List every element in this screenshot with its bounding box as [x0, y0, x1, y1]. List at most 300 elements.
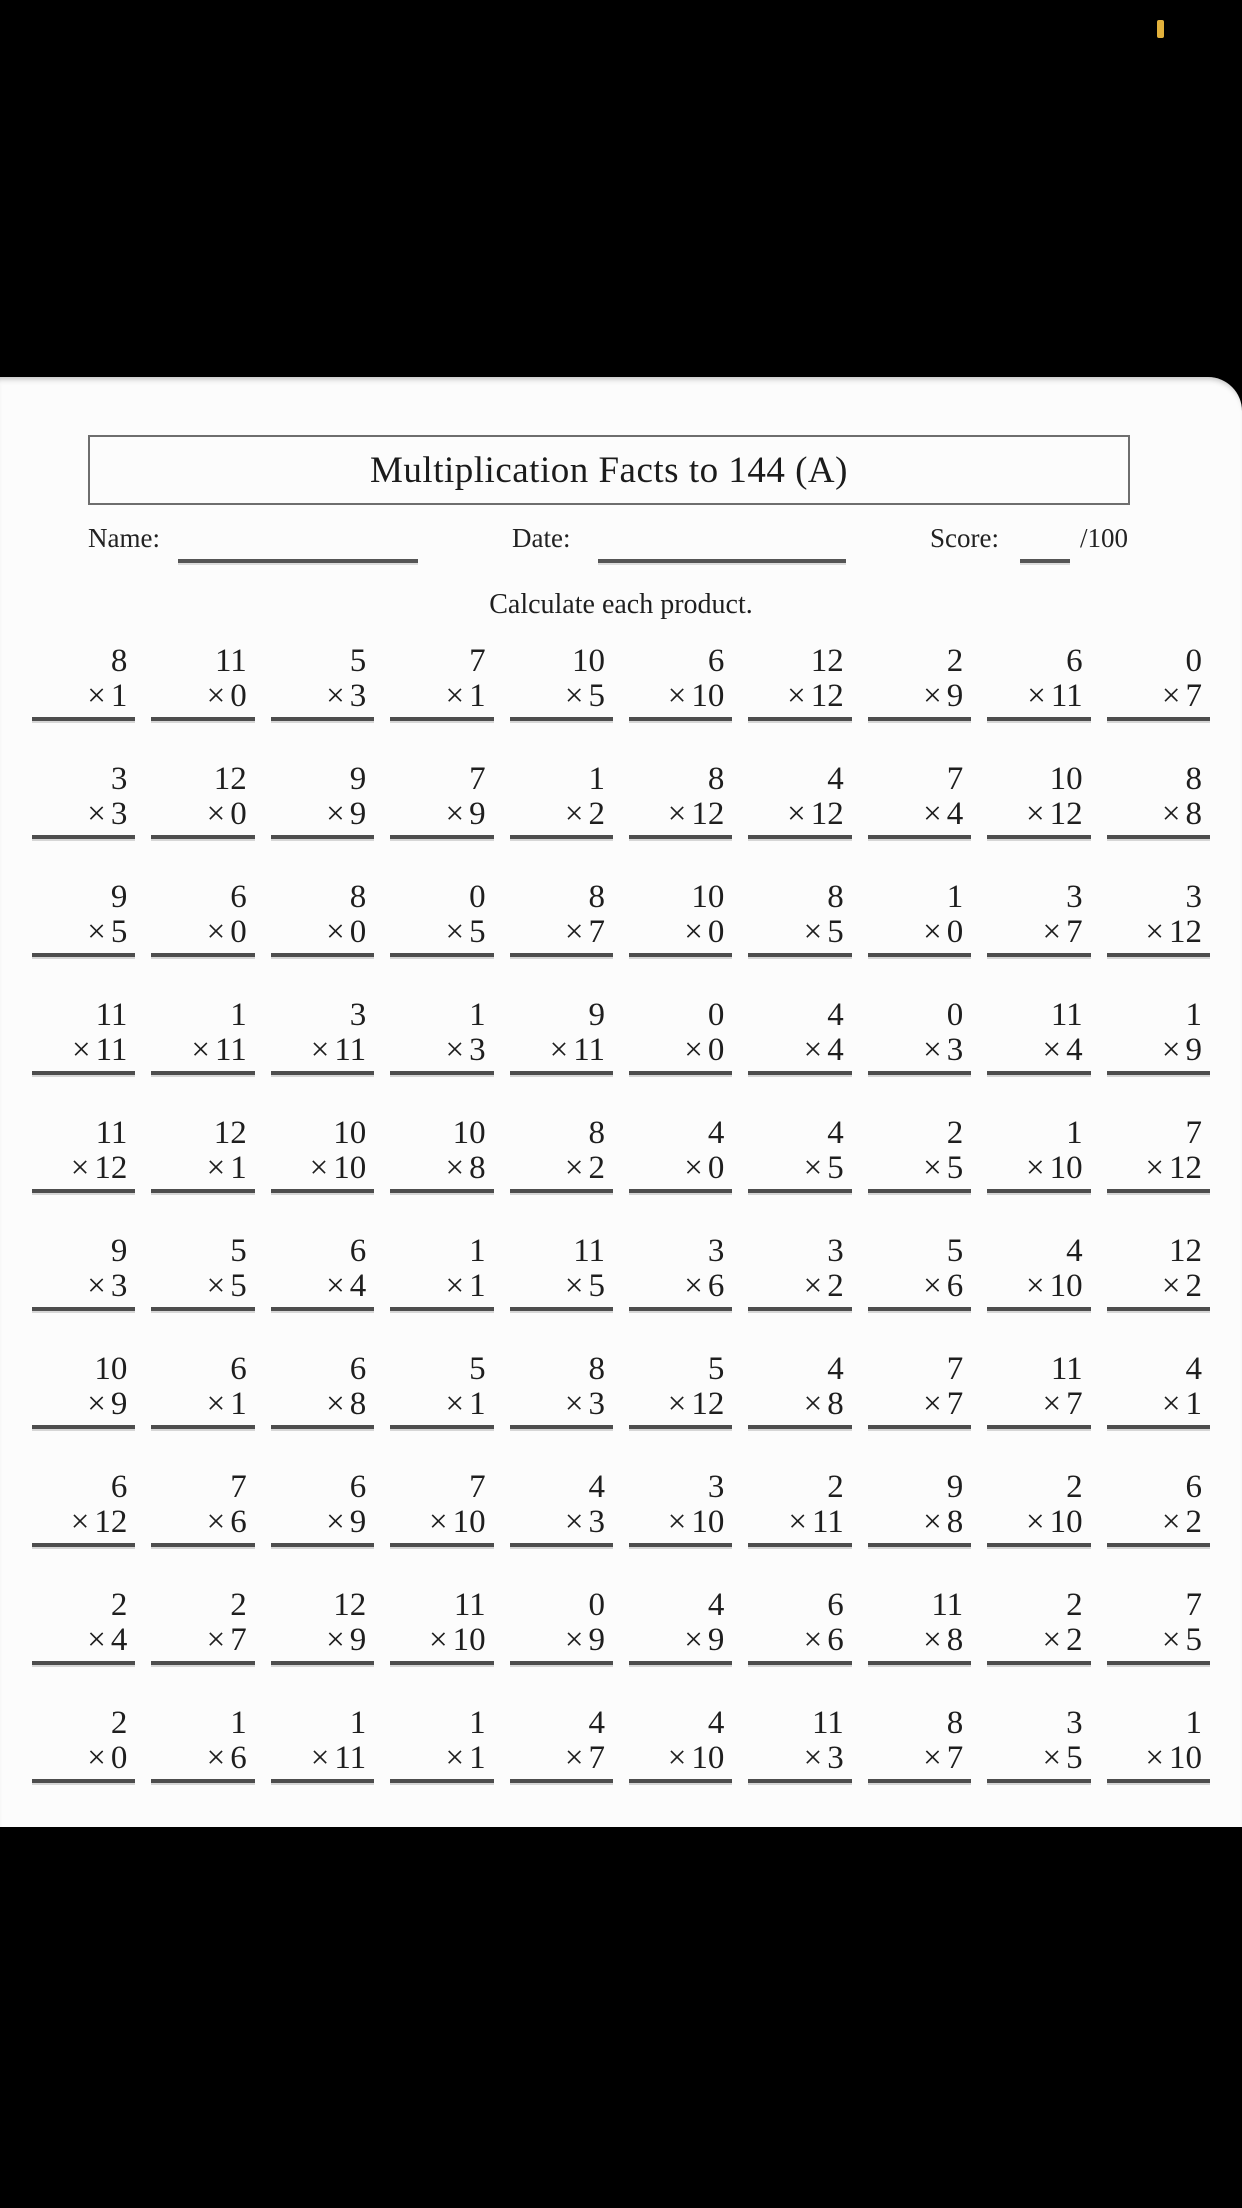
problem-cell — [987, 1235, 1090, 1311]
bottom-operand: 0 — [230, 914, 247, 950]
bottom-operand-row — [151, 1270, 254, 1303]
times-sign: × — [310, 1032, 330, 1068]
bottom-operand-row — [868, 1270, 971, 1303]
bottom-operand-row — [748, 1506, 851, 1539]
bottom-operand-row — [32, 798, 135, 831]
problem-cell — [987, 1589, 1090, 1665]
bottom-operand: 9 — [588, 1622, 605, 1658]
top-operand: 6 — [1066, 643, 1083, 679]
name-blank-line — [178, 559, 418, 563]
bottom-operand-row — [1107, 1152, 1210, 1185]
top-operand: 1 — [469, 997, 486, 1033]
problem-cell — [271, 763, 374, 839]
problem-cell — [1107, 645, 1210, 721]
top-operand: 4 — [588, 1705, 605, 1741]
top-operand: 6 — [827, 1587, 844, 1623]
bottom-operand: 8 — [946, 1504, 964, 1540]
bottom-operand: 11 — [573, 1032, 605, 1068]
problem-cell — [151, 1589, 254, 1665]
bottom-operand-row — [748, 798, 851, 831]
times-sign: × — [1042, 1386, 1062, 1422]
bottom-operand-row — [510, 916, 613, 949]
answer-line — [271, 1189, 374, 1193]
times-sign: × — [1145, 914, 1164, 950]
times-sign: × — [923, 1386, 942, 1422]
bottom-operand-row — [151, 1388, 254, 1421]
problem-cell — [271, 881, 374, 957]
answer-line — [1107, 1425, 1210, 1429]
answer-line — [151, 953, 254, 957]
bottom-operand-row — [629, 680, 732, 713]
bottom-operand-row — [748, 1270, 851, 1303]
top-operand: 6 — [707, 643, 725, 679]
times-sign: × — [428, 1622, 448, 1658]
bottom-operand-row — [987, 1624, 1090, 1657]
answer-line — [987, 953, 1090, 957]
problem-cell — [510, 1707, 613, 1783]
bottom-operand-row — [629, 1624, 732, 1657]
top-operand: 11 — [573, 1233, 605, 1269]
bottom-operand: 2 — [1066, 1622, 1083, 1658]
times-sign: × — [206, 1740, 226, 1776]
answer-line — [32, 953, 135, 957]
top-operand: 1 — [230, 997, 247, 1033]
problem-cell — [510, 1235, 613, 1311]
bottom-operand: 1 — [469, 678, 486, 714]
bottom-operand: 10 — [452, 1622, 486, 1658]
top-operand: 8 — [1185, 761, 1202, 797]
answer-line — [748, 953, 851, 957]
bottom-operand: 10 — [452, 1504, 486, 1540]
bottom-operand-row — [390, 1270, 493, 1303]
bottom-operand: 6 — [230, 1504, 247, 1540]
top-operand: 4 — [707, 1115, 725, 1151]
problem-cell — [1107, 763, 1210, 839]
bottom-operand: 8 — [1185, 796, 1202, 832]
times-sign: × — [564, 678, 584, 714]
answer-line — [987, 1071, 1090, 1075]
times-sign: × — [684, 1622, 703, 1658]
bottom-operand-row — [390, 680, 493, 713]
problem-cell — [151, 1471, 254, 1547]
answer-line — [390, 717, 493, 721]
times-sign: × — [667, 1740, 687, 1776]
times-sign: × — [206, 1386, 226, 1422]
times-sign: × — [803, 1032, 823, 1068]
bottom-operand: 10 — [1169, 1740, 1202, 1776]
bottom-operand: 11 — [215, 1032, 247, 1068]
problem-cell — [271, 1117, 374, 1193]
problem-cell — [32, 999, 135, 1075]
bottom-operand-row — [151, 1624, 254, 1657]
bottom-operand-row — [390, 1506, 493, 1539]
bottom-operand: 4 — [827, 1032, 844, 1068]
times-sign: × — [923, 1150, 942, 1186]
bottom-operand-row — [629, 1388, 732, 1421]
bottom-operand-row — [32, 1742, 135, 1775]
answer-line — [151, 1543, 254, 1547]
times-sign: × — [923, 1740, 942, 1776]
top-operand: 2 — [1066, 1587, 1083, 1623]
times-sign: × — [445, 1386, 465, 1422]
top-operand: 0 — [1185, 643, 1202, 679]
bottom-operand: 9 — [349, 796, 367, 832]
top-operand: 7 — [469, 1469, 486, 1505]
top-operand: 12 — [1169, 1233, 1202, 1269]
top-operand: 8 — [827, 879, 844, 915]
answer-line — [987, 1425, 1090, 1429]
problem-cell — [510, 881, 613, 957]
answer-line — [1107, 717, 1210, 721]
top-operand: 0 — [946, 997, 964, 1033]
top-operand: 8 — [110, 643, 128, 679]
times-sign: × — [667, 1386, 687, 1422]
answer-line — [390, 953, 493, 957]
bottom-operand: 3 — [946, 1032, 964, 1068]
problem-cell — [868, 999, 971, 1075]
bottom-operand: 12 — [810, 796, 844, 832]
bottom-operand-row — [271, 1506, 374, 1539]
bottom-operand-row — [987, 1034, 1090, 1067]
bottom-operand: 4 — [1066, 1032, 1083, 1068]
bottom-operand: 7 — [946, 1740, 964, 1776]
top-operand: 9 — [946, 1469, 964, 1505]
top-operand: 1 — [1066, 1115, 1083, 1151]
answer-line — [1107, 1779, 1210, 1783]
times-sign: × — [803, 1622, 823, 1658]
times-sign: × — [803, 1386, 823, 1422]
answer-line — [629, 953, 732, 957]
problem-cell — [151, 1235, 254, 1311]
bottom-operand: 3 — [588, 1504, 605, 1540]
problem-cell — [1107, 881, 1210, 957]
top-operand: 3 — [827, 1233, 844, 1269]
bottom-operand-row — [271, 1388, 374, 1421]
answer-line — [987, 1189, 1090, 1193]
top-operand: 4 — [827, 1351, 844, 1387]
top-operand: 3 — [1066, 879, 1083, 915]
problem-cell — [748, 999, 851, 1075]
problem-cell — [32, 1707, 135, 1783]
top-operand: 6 — [1185, 1469, 1202, 1505]
problem-cell — [32, 645, 135, 721]
bottom-operand-row — [1107, 680, 1210, 713]
times-sign: × — [87, 1268, 106, 1304]
bottom-operand-row — [868, 1388, 971, 1421]
bottom-operand: 1 — [230, 1386, 247, 1422]
bottom-operand-row — [32, 916, 135, 949]
answer-line — [510, 1307, 613, 1311]
bottom-operand: 5 — [588, 1268, 605, 1304]
answer-line — [271, 835, 374, 839]
times-sign: × — [206, 914, 226, 950]
top-operand: 4 — [1066, 1233, 1083, 1269]
top-operand: 11 — [95, 997, 128, 1033]
bottom-operand: 5 — [588, 678, 605, 714]
problem-cell — [271, 1235, 374, 1311]
times-sign: × — [684, 1032, 703, 1068]
times-sign: × — [564, 1504, 584, 1540]
bottom-operand-row — [1107, 1742, 1210, 1775]
times-sign: × — [206, 1150, 226, 1186]
bottom-operand-row — [390, 1742, 493, 1775]
answer-line — [987, 1779, 1090, 1783]
answer-line — [868, 1661, 971, 1665]
bottom-operand: 7 — [1066, 914, 1083, 950]
problem-cell — [271, 645, 374, 721]
top-operand: 2 — [110, 1587, 128, 1623]
times-sign: × — [803, 1740, 823, 1776]
top-operand: 6 — [230, 879, 247, 915]
top-operand: 0 — [707, 997, 725, 1033]
top-operand: 9 — [110, 879, 128, 915]
answer-line — [748, 1189, 851, 1193]
bottom-operand: 8 — [469, 1150, 486, 1186]
bottom-operand: 2 — [827, 1268, 844, 1304]
bottom-operand: 1 — [469, 1268, 486, 1304]
problem-cell — [987, 1353, 1090, 1429]
times-sign: × — [326, 796, 345, 832]
bottom-operand: 12 — [94, 1150, 128, 1186]
top-operand: 8 — [588, 879, 605, 915]
times-sign: × — [923, 1504, 942, 1540]
answer-line — [390, 1425, 493, 1429]
problem-cell — [510, 1353, 613, 1429]
top-operand: 12 — [213, 1115, 247, 1151]
answer-line — [510, 717, 613, 721]
answer-line — [868, 953, 971, 957]
answer-line — [271, 717, 374, 721]
bottom-operand-row — [1107, 1506, 1210, 1539]
times-sign: × — [1025, 1504, 1045, 1540]
top-operand: 1 — [469, 1233, 486, 1269]
top-operand: 11 — [1050, 1351, 1083, 1387]
problem-cell — [271, 999, 374, 1075]
bottom-operand-row — [748, 1388, 851, 1421]
answer-line — [868, 835, 971, 839]
bottom-operand: 5 — [230, 1268, 247, 1304]
bottom-operand-row — [629, 1270, 732, 1303]
problem-cell — [748, 1471, 851, 1547]
problem-cell — [151, 763, 254, 839]
bottom-operand: 10 — [1049, 1150, 1083, 1186]
answer-line — [748, 1425, 851, 1429]
bottom-operand: 7 — [230, 1622, 247, 1658]
times-sign: × — [87, 796, 106, 832]
bottom-operand: 10 — [691, 1504, 725, 1540]
problem-cell — [987, 645, 1090, 721]
answer-line — [748, 1661, 851, 1665]
top-operand: 4 — [827, 761, 844, 797]
answer-line — [32, 1779, 135, 1783]
problem-cell — [987, 881, 1090, 957]
bottom-operand-row — [1107, 1034, 1210, 1067]
times-sign: × — [326, 678, 345, 714]
times-sign: × — [445, 1740, 465, 1776]
bottom-operand-row — [987, 680, 1090, 713]
bottom-operand-row — [32, 1624, 135, 1657]
answer-line — [510, 1543, 613, 1547]
answer-line — [271, 1425, 374, 1429]
top-operand: 5 — [946, 1233, 964, 1269]
times-sign: × — [1145, 1150, 1164, 1186]
bottom-operand: 7 — [588, 1740, 605, 1776]
times-sign: × — [549, 1032, 569, 1068]
top-operand: 5 — [469, 1351, 486, 1387]
times-sign: × — [87, 678, 106, 714]
bottom-operand-row — [510, 1388, 613, 1421]
bottom-operand: 0 — [707, 1032, 725, 1068]
bottom-operand-row — [868, 1034, 971, 1067]
top-operand: 5 — [349, 643, 367, 679]
times-sign: × — [206, 1268, 226, 1304]
bottom-operand: 2 — [1185, 1268, 1202, 1304]
problem-cell — [32, 1589, 135, 1665]
bottom-operand-row — [32, 1152, 135, 1185]
answer-line — [151, 1189, 254, 1193]
top-operand: 1 — [230, 1705, 247, 1741]
answer-line — [510, 1661, 613, 1665]
score-denominator: /100 — [1080, 523, 1129, 553]
bottom-operand: 5 — [827, 1150, 844, 1186]
times-sign: × — [564, 1740, 584, 1776]
bottom-operand-row — [151, 1506, 254, 1539]
top-operand: 8 — [707, 761, 725, 797]
answer-line — [510, 1425, 613, 1429]
bottom-operand: 10 — [1049, 1268, 1083, 1304]
bottom-operand-row — [510, 1742, 613, 1775]
times-sign: × — [923, 1622, 942, 1658]
top-operand: 6 — [349, 1351, 367, 1387]
times-sign: × — [87, 1622, 106, 1658]
bottom-operand: 11 — [334, 1032, 367, 1068]
times-sign: × — [564, 1268, 584, 1304]
answer-line — [1107, 1189, 1210, 1193]
problem-cell — [868, 1353, 971, 1429]
bottom-operand-row — [390, 1152, 493, 1185]
problem-cell — [32, 1353, 135, 1429]
problem-cell — [1107, 1471, 1210, 1547]
bottom-operand: 5 — [469, 914, 486, 950]
times-sign: × — [667, 678, 687, 714]
answer-line — [629, 1779, 732, 1783]
bottom-operand: 3 — [588, 1386, 605, 1422]
answer-line — [32, 835, 135, 839]
bottom-operand-row — [510, 1034, 613, 1067]
times-sign: × — [1161, 1268, 1181, 1304]
top-operand: 4 — [827, 1115, 844, 1151]
times-sign: × — [1027, 678, 1046, 714]
answer-line — [629, 1071, 732, 1075]
problem-cell — [868, 1589, 971, 1665]
top-operand: 1 — [588, 761, 605, 797]
bottom-operand-row — [390, 798, 493, 831]
bottom-operand: 12 — [1169, 1150, 1202, 1186]
top-operand: 6 — [349, 1233, 367, 1269]
times-sign: × — [71, 1032, 91, 1068]
times-sign: × — [667, 1504, 687, 1540]
bottom-operand-row — [748, 680, 851, 713]
bottom-operand: 6 — [946, 1268, 964, 1304]
answer-line — [32, 1661, 135, 1665]
times-sign: × — [445, 1268, 465, 1304]
answer-line — [868, 1425, 971, 1429]
top-operand: 11 — [453, 1587, 486, 1623]
bottom-operand-row — [151, 798, 254, 831]
top-operand: 11 — [1050, 997, 1083, 1033]
times-sign: × — [923, 914, 942, 950]
bottom-operand: 1 — [469, 1740, 486, 1776]
answer-line — [390, 1189, 493, 1193]
bottom-operand-row — [510, 680, 613, 713]
score-label: Score: — [930, 523, 999, 553]
bottom-operand-row — [987, 916, 1090, 949]
date-label: Date: — [512, 523, 571, 553]
answer-line — [271, 1779, 374, 1783]
bottom-operand: 5 — [1185, 1622, 1202, 1658]
bottom-operand: 9 — [349, 1622, 367, 1658]
times-sign: × — [1025, 796, 1045, 832]
times-sign: × — [70, 1150, 90, 1186]
bottom-operand: 4 — [349, 1268, 367, 1304]
bottom-operand-row — [748, 1152, 851, 1185]
answer-line — [987, 717, 1090, 721]
bottom-operand: 12 — [810, 678, 844, 714]
answer-line — [32, 1543, 135, 1547]
bottom-operand: 5 — [946, 1150, 964, 1186]
bottom-operand: 5 — [1066, 1740, 1083, 1776]
problem-cell — [32, 881, 135, 957]
problem-cell — [390, 881, 493, 957]
name-label: Name: — [88, 523, 160, 553]
bottom-operand: 7 — [1185, 678, 1202, 714]
problem-cell — [629, 1471, 732, 1547]
times-sign: × — [445, 796, 465, 832]
bottom-operand-row — [748, 1034, 851, 1067]
answer-line — [748, 835, 851, 839]
problem-cell — [868, 645, 971, 721]
top-operand: 8 — [946, 1705, 964, 1741]
bottom-operand-row — [151, 916, 254, 949]
answer-line — [868, 1543, 971, 1547]
bottom-operand-row — [510, 798, 613, 831]
problem-cell — [1107, 1235, 1210, 1311]
times-sign: × — [1025, 1150, 1045, 1186]
page-title: Multiplication Facts to 144 (A) — [370, 449, 848, 491]
top-operand: 7 — [469, 761, 486, 797]
answer-line — [629, 1543, 732, 1547]
times-sign: × — [326, 1504, 345, 1540]
bottom-operand-row — [1107, 798, 1210, 831]
top-operand: 1 — [1185, 1705, 1202, 1741]
bottom-operand-row — [32, 1270, 135, 1303]
times-sign: × — [191, 1032, 211, 1068]
problem-cell — [1107, 1353, 1210, 1429]
top-operand: 8 — [588, 1115, 605, 1151]
problem-cell — [510, 763, 613, 839]
bottom-operand-row — [1107, 1388, 1210, 1421]
answer-line — [32, 717, 135, 721]
answer-line — [390, 1661, 493, 1665]
top-operand: 4 — [707, 1705, 725, 1741]
bottom-operand-row — [1107, 1624, 1210, 1657]
times-sign: × — [1042, 914, 1062, 950]
times-sign: × — [87, 1386, 106, 1422]
bottom-operand: 12 — [1049, 796, 1083, 832]
answer-line — [629, 835, 732, 839]
top-operand: 9 — [588, 997, 605, 1033]
answer-line — [629, 1661, 732, 1665]
